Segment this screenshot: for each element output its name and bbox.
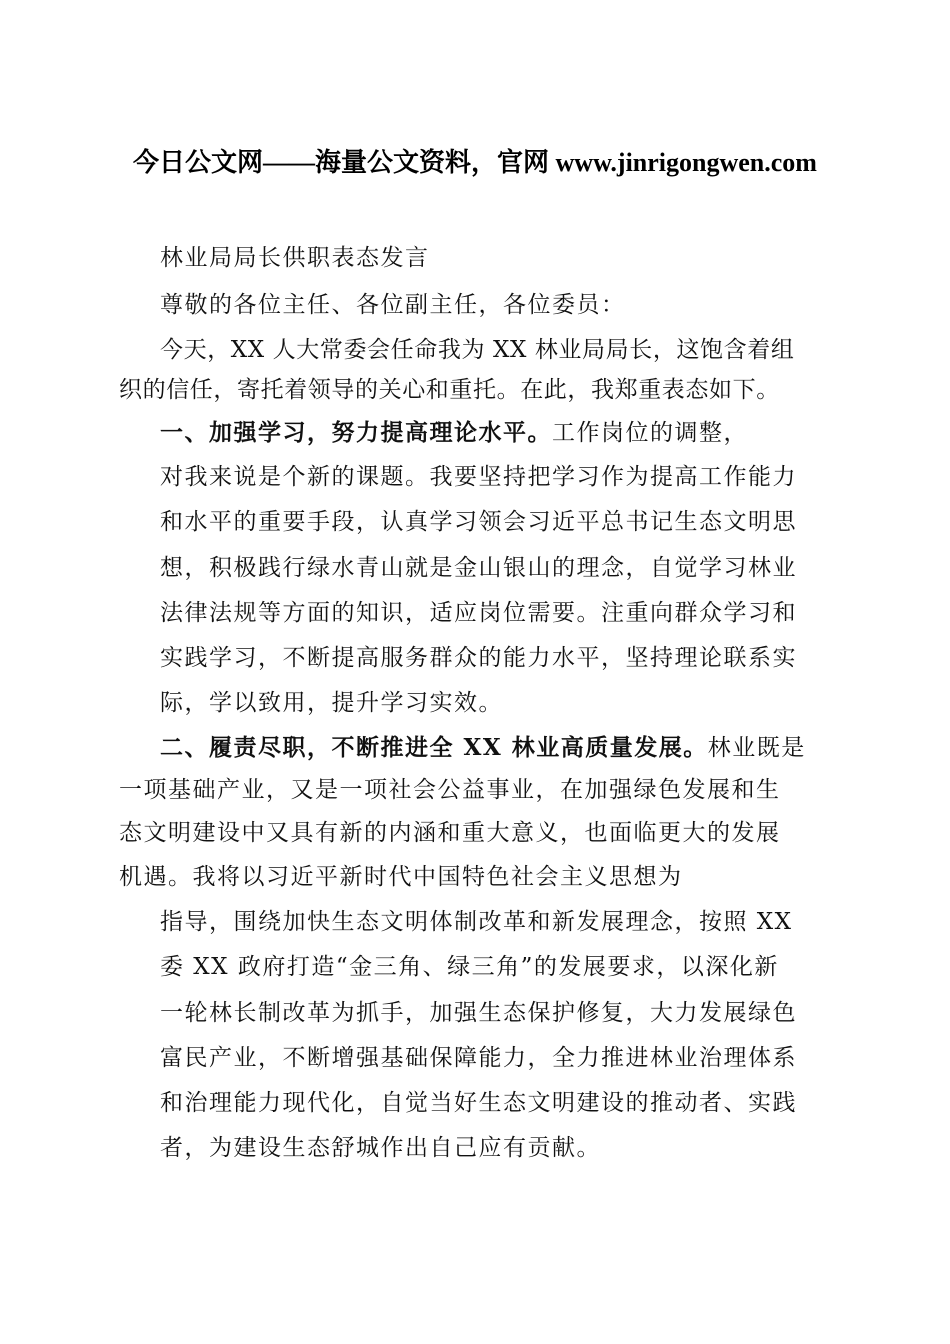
section2-first-line (160, 733, 831, 763)
intro-line-2: 织的信任，寄托着领导的关心和重托。在此，我郑重表态如下。 (119, 377, 780, 403)
section2-line: 和治理能力现代化，自觉当好生态文明建设的推动者、实践 (160, 1090, 797, 1116)
section2-line: 机遇。我将以习近平新时代中国特色社会主义思想为 (119, 864, 683, 890)
section1-line: 和水平的重要手段，认真学习领会习近平总书记生态文明思 (160, 509, 797, 535)
section1-heading: 一、加强学习，努力提高理论水平。 (160, 419, 552, 446)
salutation: 尊敬的各位主任、各位副主任，各位委员： (160, 292, 626, 318)
site-header: 今日公文网——海量公文资料，官网 www.jinrigongwen.com (133, 148, 817, 177)
section1-first-line (160, 418, 831, 448)
section1-line: 际，学以致用，提升学习实效。 (160, 690, 503, 716)
section2-heading: 二、履责尽职，不断推进全 XX 林业高质量发展。 (160, 734, 708, 761)
section2-line: 者，为建设生态舒城作出自己应有贡献。 (160, 1135, 601, 1161)
section1-line: 实践学习，不断提高服务群众的能力水平，坚持理论联系实 (160, 645, 797, 671)
section2-line: 一项基础产业，又是一项社会公益事业，在加强绿色发展和生 (119, 777, 781, 803)
section2-line: 委 XX 政府打造“金三角、绿三角”的发展要求，以深化新 (160, 954, 779, 980)
document-title: 林业局局长供职表态发言 (160, 245, 430, 271)
section2-line: 指导，围绕加快生态文明体制改革和新发展理念，按照 XX (160, 909, 793, 935)
section2-line: 一轮林长制改革为抓手，加强生态保护修复，大力发展绿色 (160, 1000, 797, 1026)
section1-lead: 工作岗位的调整， (552, 420, 748, 446)
section1-line: 想，积极践行绿水青山就是金山银山的理念，自觉学习林业 (160, 555, 797, 581)
section2-line: 富民产业，不断增强基础保障能力，全力推进林业治理体系 (160, 1045, 797, 1071)
section1-line: 法律法规等方面的知识，适应岗位需要。注重向群众学习和 (160, 600, 797, 626)
section1-line: 对我来说是个新的课题。我要坚持把学习作为提高工作能力 (160, 464, 797, 490)
intro-line-1: 今天，XX 人大常委会任命我为 XX 林业局局长，这饱含着组 (160, 337, 795, 363)
section2-line: 态文明建设中又具有新的内涵和重大意义，也面临更大的发展 (119, 820, 781, 846)
section2-lead: 林业既是 (707, 735, 806, 761)
